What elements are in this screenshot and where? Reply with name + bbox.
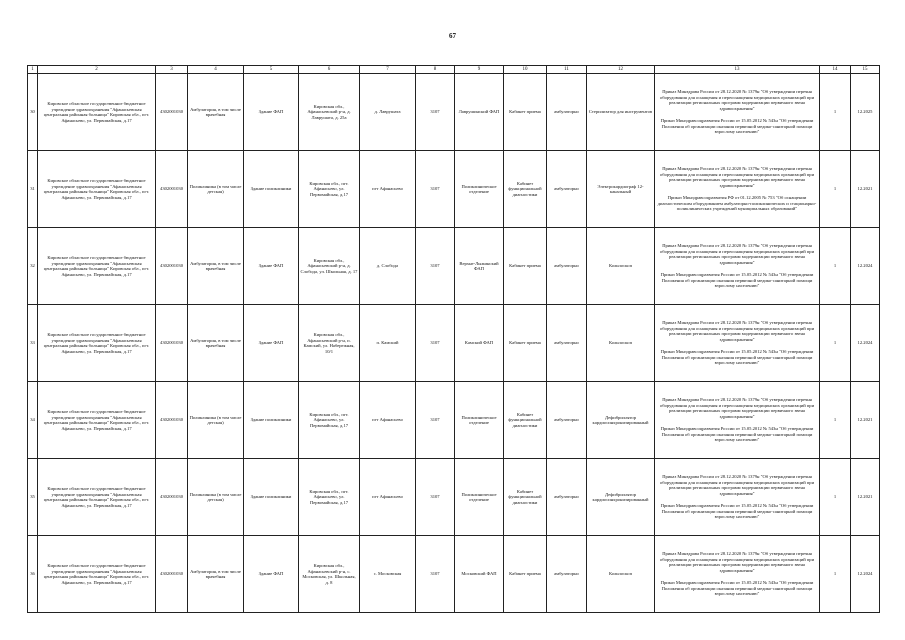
header-cell: 14 (820, 66, 851, 74)
room-cell: Кабинет приема (504, 74, 547, 151)
header-cell: 3 (156, 66, 188, 74)
row-number: 33 (28, 305, 38, 382)
organization-cell: Кировское областное государственное бюджетное учреждение здравоохранения "Афанасьевская центральная районная больница" Кировская обл., пгт. Афанасьево, ул. Первомайская, д.17 (38, 228, 156, 305)
care-form-cell: амбулаторно (547, 74, 587, 151)
address-cell: Кировская обл., Афанасьевский р-н, д. Слобода, ул. Школьная, д. 17 (299, 228, 360, 305)
oktmo-cell: 3107 (416, 305, 455, 382)
locality-cell: пгт Афанасьево (360, 151, 416, 228)
table-row (28, 74, 880, 151)
date-cell: 12.2024 (851, 536, 880, 613)
organization-cell: Кировское областное государственное бюджетное учреждение здравоохранения "Афанасьевская центральная районная больница" Кировская обл., пгт. Афанасьево, ул. Первомайская, д.17 (38, 536, 156, 613)
equipment-cell: Дефибриллятор кардиосинхронизированный (587, 382, 655, 459)
header-cell: 11 (547, 66, 587, 74)
date-cell: 12.2025 (851, 74, 880, 151)
oktmo-cell: 3107 (416, 536, 455, 613)
legal-basis-text: Приказ Минздрава России от 28.12.2020 № 1379н "Об утверждении перечня оборудования для оснащения и переоснащения медицинских организаций при реализации региональных программ модернизации первичного звена здравоохранения" (659, 397, 815, 419)
building-cell: Здание поликлиники (244, 459, 299, 536)
legal-basis-text: Приказ Минздрава России от 28.12.2020 № 1379н "Об утверждении перечня оборудования для оснащения и переоснащения медицинских организаций при реализации региональных программ модернизации первичного звена здравоохранения" (659, 243, 815, 265)
header-cell: 12 (587, 66, 655, 74)
legal-basis-text: Приказ Минздрава России от 28.12.2020 № 1379н "Об утверждении перечня оборудования для оснащения и переоснащения медицинских организаций при реализации региональных программ модернизации первичного звена здравоохранения" (659, 551, 815, 573)
equipment-table (27, 65, 880, 613)
organization-cell: Кировское областное государственное бюджетное учреждение здравоохранения "Афанасьевская центральная районная больница" Кировская обл., пгт. Афанасьево, ул. Первомайская, д.17 (38, 74, 156, 151)
unit-cell: Камский ФАП (455, 305, 504, 382)
locality-cell: пгт Афанасьево (360, 459, 416, 536)
legal-basis-text: Приказ Минздрава России от 28.12.2020 № 1379н "Об утверждении перечня оборудования для оснащения и переоснащения медицинских организаций при реализации региональных программ модернизации первичного звена здравоохранения" (659, 474, 815, 496)
organization-cell: Кировское областное государственное бюджетное учреждение здравоохранения "Афанасьевская центральная районная больница" Кировская обл., пгт. Афанасьево, ул. Первомайская, д.17 (38, 382, 156, 459)
locality-cell: д. Слобода (360, 228, 416, 305)
legal-basis-cell (655, 228, 820, 305)
legal-basis-text: Приказ Минздравсоцразвития России от 15.05.2012 № 543н "Об утверждении Положения об организации оказания первичной медико-санитарной помощи взрослому населению" (660, 580, 814, 597)
table-row (28, 228, 880, 305)
organization-cell: Кировское областное государственное бюджетное учреждение здравоохранения "Афанасьевская центральная районная больница" Кировская обл., пгт. Афанасьево, ул. Первомайская, д.17 (38, 151, 156, 228)
code-cell: 4302001030 (156, 305, 188, 382)
facility-type-cell: Поликлиника (в том числе детская) (188, 459, 244, 536)
room-cell: Кабинет функциональной диагностики (504, 459, 547, 536)
unit-cell: Московский ФАП (455, 536, 504, 613)
quantity-cell: 1 (820, 151, 851, 228)
legal-basis-text: Приказ Минздравсоцразвития России от 15.05.2012 № 543н "Об утверждении Положения об организации оказания первичной медико-санитарной помощи взрослому населению" (660, 503, 814, 520)
room-cell: Кабинет функциональной диагностики (504, 382, 547, 459)
unit-cell: Поликлиническое отделение (455, 459, 504, 536)
legal-basis-cell (655, 459, 820, 536)
code-cell: 4302001030 (156, 228, 188, 305)
room-cell: Кабинет функциональной диагностики (504, 151, 547, 228)
header-cell: 5 (244, 66, 299, 74)
room-cell: Кабинет приема (504, 536, 547, 613)
quantity-cell: 1 (820, 459, 851, 536)
date-cell: 12.2024 (851, 228, 880, 305)
room-cell: Кабинет приема (504, 228, 547, 305)
row-number: 34 (28, 382, 38, 459)
legal-basis-text: Приказ Минздравсоцразвития России от 15.05.2012 № 543н "Об утверждении Положения об организации оказания первичной медико-санитарной помощи взрослому населению" (660, 426, 814, 443)
facility-type-cell: Амбулатория, в том числе врачебная (188, 228, 244, 305)
table-row (28, 151, 880, 228)
quantity-cell: 1 (820, 305, 851, 382)
date-cell: 12.2021 (851, 459, 880, 536)
table-row (28, 536, 880, 613)
address-cell: Кировская обл., пгт. Афанасьево, ул. Первомайская, д.17 (299, 151, 360, 228)
code-cell: 4302001030 (156, 459, 188, 536)
locality-cell: п. Камский (360, 305, 416, 382)
unit-cell: Поликлиническое отделение (455, 382, 504, 459)
header-row (28, 66, 880, 74)
quantity-cell: 1 (820, 74, 851, 151)
header-cell: 2 (38, 66, 156, 74)
code-cell: 4302001030 (156, 536, 188, 613)
building-cell: Здание поликлиники (244, 151, 299, 228)
oktmo-cell: 3107 (416, 151, 455, 228)
legal-basis-text: Приказ Минздравсоцразвития России от 15.05.2012 № 543н "Об утверждении Положения об организации оказания первичной медико-санитарной помощи взрослому населению" (660, 118, 814, 135)
page-number: 67 (449, 32, 456, 40)
locality-cell: д. Лаврушата (360, 74, 416, 151)
address-cell: Кировская обл., Афанасьевский р-н, п. Камский, ул. Набережная, 10/1 (299, 305, 360, 382)
legal-basis-text: Приказ Минздравсоцразвития России от 15.05.2012 № 543н "Об утверждении Положения об организации оказания первичной медико-санитарной помощи взрослому населению" (660, 349, 814, 366)
facility-type-cell: Амбулатория, в том числе врачебная (188, 74, 244, 151)
building-cell: Здание ФАП (244, 305, 299, 382)
date-cell: 12.2021 (851, 382, 880, 459)
equipment-cell: Кольпоскоп (587, 305, 655, 382)
table-body (28, 74, 880, 613)
care-form-cell: амбулаторно (547, 228, 587, 305)
header-cell: 4 (188, 66, 244, 74)
code-cell: 4302001030 (156, 151, 188, 228)
organization-cell: Кировское областное государственное бюджетное учреждение здравоохранения "Афанасьевская центральная районная больница" Кировская обл., пгт. Афанасьево, ул. Первомайская, д.17 (38, 459, 156, 536)
address-cell: Кировская обл., Афанасьевский р-н, д. Лаврушата, д. 25а (299, 74, 360, 151)
legal-basis-cell (655, 536, 820, 613)
address-cell: Кировская обл., пгт. Афанасьево, ул. Первомайская, д.17 (299, 459, 360, 536)
legal-basis-text: Приказ Минздрава России от 28.12.2020 № 1379н "Об утверждении перечня оборудования для оснащения и переоснащения медицинских организаций при реализации региональных программ модернизации первичного звена здравоохранения" (659, 166, 815, 188)
building-cell: Здание ФАП (244, 228, 299, 305)
care-form-cell: амбулаторно (547, 151, 587, 228)
row-number: 30 (28, 74, 38, 151)
quantity-cell: 1 (820, 228, 851, 305)
unit-cell: Поликлиническое отделение (455, 151, 504, 228)
oktmo-cell: 3107 (416, 459, 455, 536)
quantity-cell: 1 (820, 536, 851, 613)
table-row (28, 459, 880, 536)
header-cell: 7 (360, 66, 416, 74)
header-cell: 8 (416, 66, 455, 74)
code-cell: 4302001030 (156, 382, 188, 459)
legal-basis-cell (655, 382, 820, 459)
legal-basis-cell (655, 305, 820, 382)
row-number: 35 (28, 459, 38, 536)
facility-type-cell: Поликлиника (в том числе детская) (188, 382, 244, 459)
code-cell: 4302001030 (156, 74, 188, 151)
quantity-cell: 1 (820, 382, 851, 459)
equipment-cell: Электрокардиограф 12-канальный (587, 151, 655, 228)
table-row (28, 382, 880, 459)
equipment-cell: Кольпоскоп (587, 228, 655, 305)
row-number: 32 (28, 228, 38, 305)
legal-basis-text: Приказ Минздрава России от 28.12.2020 № 1379н "Об утверждении перечня оборудования для оснащения и переоснащения медицинских организаций при реализации региональных программ модернизации первичного звена здравоохранения" (659, 320, 815, 342)
facility-type-cell: Поликлиника (в том числе детская) (188, 151, 244, 228)
oktmo-cell: 3107 (416, 382, 455, 459)
organization-cell: Кировское областное государственное бюджетное учреждение здравоохранения "Афанасьевская центральная районная больница" Кировская обл., пгт. Афанасьево, ул. Первомайская, д.17 (38, 305, 156, 382)
care-form-cell: амбулаторно (547, 305, 587, 382)
header-cell: 6 (299, 66, 360, 74)
oktmo-cell: 3107 (416, 74, 455, 151)
facility-type-cell: Амбулатория, в том числе врачебная (188, 536, 244, 613)
table-row (28, 305, 880, 382)
row-number: 31 (28, 151, 38, 228)
care-form-cell: амбулаторно (547, 459, 587, 536)
oktmo-cell: 3107 (416, 228, 455, 305)
equipment-cell: Стерилизатор для инструментов (587, 74, 655, 151)
room-cell: Кабинет приема (504, 305, 547, 382)
equipment-cell: Дефибриллятор кардиосинхронизированный (587, 459, 655, 536)
date-cell: 12.2021 (851, 151, 880, 228)
header-cell: 10 (504, 66, 547, 74)
legal-basis-cell (655, 74, 820, 151)
date-cell: 12.2024 (851, 305, 880, 382)
header-cell: 9 (455, 66, 504, 74)
care-form-cell: амбулаторно (547, 382, 587, 459)
building-cell: Здание ФАП (244, 74, 299, 151)
header-cell: 1 (28, 66, 38, 74)
locality-cell: пгт Афанасьево (360, 382, 416, 459)
locality-cell: с. Московская (360, 536, 416, 613)
building-cell: Здание поликлиники (244, 382, 299, 459)
legal-basis-text: Приказ Минздравсоцразвития России от 15.05.2012 № 543н "Об утверждении Положения об организации оказания первичной медико-санитарной помощи взрослому населению" (660, 272, 814, 289)
header-cell: 15 (851, 66, 880, 74)
legal-basis-cell (655, 151, 820, 228)
legal-basis-text: Приказ Минздравсоцразвития РФ от 01.12.2005 № 753 "Об оснащении диагностическим оборудованием амбулаторно-поликлинических и стационарно-поликлинических учреждений муниципальных образований" (657, 195, 817, 212)
equipment-cell: Кольпоскоп (587, 536, 655, 613)
facility-type-cell: Амбулатория, в том числе врачебная (188, 305, 244, 382)
address-cell: Кировская обл., пгт. Афанасьево, ул. Первомайская, д.17 (299, 382, 360, 459)
care-form-cell: амбулаторно (547, 536, 587, 613)
unit-cell: Лаврушинский ФАП (455, 74, 504, 151)
row-number: 36 (28, 536, 38, 613)
legal-basis-text: Приказ Минздрава России от 28.12.2020 № 1379н "Об утверждении перечня оборудования для оснащения и переоснащения медицинских организаций при реализации региональных программ модернизации первичного звена здравоохранения" (659, 89, 815, 111)
building-cell: Здание ФАП (244, 536, 299, 613)
unit-cell: Верхне-Лыжинский ФАП (455, 228, 504, 305)
header-cell: 13 (655, 66, 820, 74)
address-cell: Кировская обл., Афанасьевский р-н, с. Московская, ул. Школьная, д. 8 (299, 536, 360, 613)
